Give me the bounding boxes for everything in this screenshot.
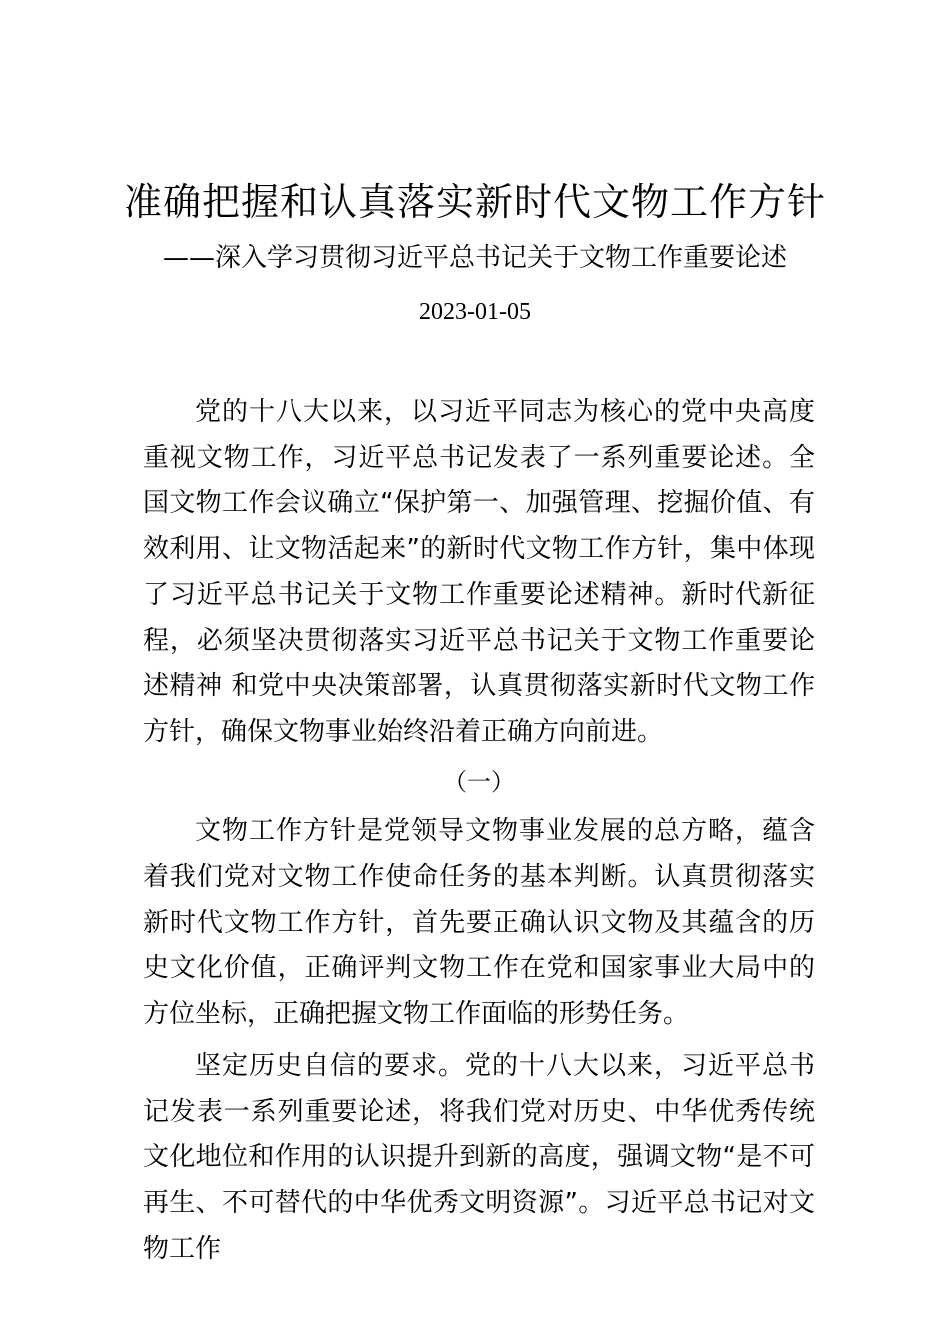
- document-date: 2023-01-05: [419, 299, 531, 325]
- document-subtitle: ——深入学习贯彻习近平总书记关于文物工作重要论述: [162, 243, 787, 273]
- paragraph: 文物工作方针是党领导文物事业发展的总方略，蕴含着我们党对文物工作使命任务的基本判断。认真贯彻落实新时代文物工作方针，首先要正确认识文物及其蕴含的历史文化价值，正确评判文物工作在党和国家事业大局中的方位坐标，正确把握文物工作面临的形势任务。: [143, 816, 815, 1030]
- document-title: 准确把握和认真落实新时代文物工作方针: [123, 180, 826, 224]
- section-heading: （一）: [443, 767, 515, 796]
- document-body: [143, 390, 815, 1272]
- paragraph: 党的十八大以来，以习近平同志为核心的党中央高度重视文物工作，习近平总书记发表了一系列重要论述。全国文物工作会议确立“保护第一、加强管理、挖掘价值、有效利用、让文物活起来”的新时代文物工作方针，集中体现了习近平总书记关于文物工作重要论述精神。新时代新征程，必须坚决贯彻落实习近平总书记关于文物工作重要论述精神 和党中央决策部署，认真贯彻落实新时代文物工作方针，确保文物事业始终沿着正确方向前进。: [143, 397, 815, 747]
- paragraph: 坚定历史自信的要求。党的十八大以来，习近平总书记发表一系列重要论述，将我们党对历史、中华优秀传统文化地位和作用的认识提升到新的高度，强调文物“是不可再生、不可替代的中华优秀文明资源”。习近平总书记对文物工作: [143, 1050, 815, 1264]
